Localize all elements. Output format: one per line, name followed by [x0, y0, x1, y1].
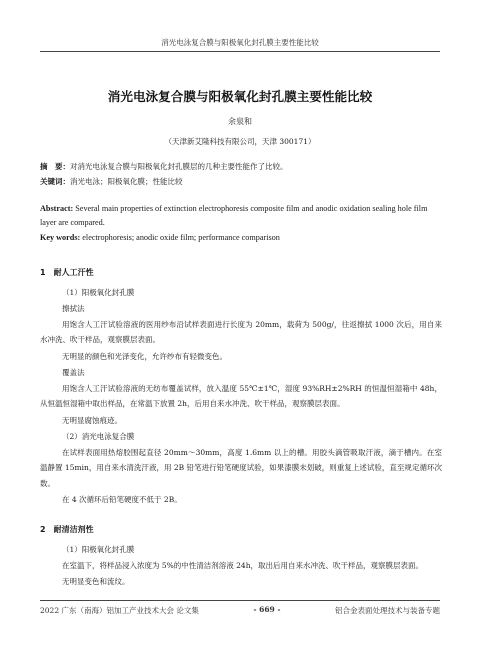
keywords-en [40, 231, 440, 245]
footer-proceedings: 2022 广东（南海）铝加工产业技术大会 论文集 [40, 606, 199, 615]
s2-result: 无明显变色和流纹。 [62, 577, 130, 586]
s1-cover-result: 无明显腐蚀痕迹。 [62, 416, 122, 425]
s2-text: 在室温下，将样品浸入浓度为 5%的中性清洁剂溶液 24h，取出后用自来水冲洗、吹干样品，观察膜层表面。 [62, 561, 424, 570]
footer-topic: 铝合金表面处理技术与装备专题 [335, 606, 440, 615]
s1-wipe-text: 用饱含人工汗试验溶液的医用纱布沿试样表面进行长度为 20mm，载荷为 500g/，往返擦拭 1000 次后，用自来水冲洗、吹干样品，观察膜层表面。 [40, 320, 442, 345]
section-2-heading: 2 耐清洁剂性 [40, 525, 94, 534]
abstract-cn [40, 160, 440, 173]
s1-method-wipe: 擦拭法 [62, 304, 85, 313]
keywords-en-text: electrophoresis; anodic oxide film; performance comparison [82, 233, 280, 242]
s1-cover-text: 用饱含人工汗试验溶液的无纺布覆盖试样，放入温度 55℃±1℃，湿度 93%RH±2%RH 的恒温恒湿箱中 48h，从恒温恒湿箱中取出样品，在常温下放置 2h，后用自来水冲洗、吹干样品，观察膜层表面。 [40, 384, 442, 409]
paper-title: 消光电泳复合膜与阳极氧化封孔膜主要性能比较 [107, 89, 373, 104]
s1-ep-result: 在 4 次循环后铅笔硬度不低于 2B。 [62, 495, 182, 504]
abstract-en [40, 202, 440, 229]
abstract-cn-text: 对消光电泳复合膜与阳极氧化封孔膜层的几种主要性能作了比较。 [70, 162, 288, 171]
author: 余泉和 [228, 117, 252, 126]
keywords-cn [40, 175, 440, 188]
s1-subhead-ep: （2）消光电泳复合膜 [62, 432, 135, 441]
keywords-cn-text: 消光电泳；阳极氧化膜；性能比较 [70, 177, 183, 186]
page-number: - 669 - [253, 605, 281, 614]
affiliation: （天津新艾隆科技有限公司，天津 300171） [164, 137, 316, 146]
abstract-en-text: Several main properties of extinction electrophoresis composite film and anodic oxidation sealing hole film layer are compared. [40, 204, 428, 227]
s2-subhead-anodic: （1）阳极氧化封孔膜 [62, 545, 135, 554]
abstract-cn-label: 摘 要： [40, 162, 70, 171]
s1-method-cover: 覆盖法 [62, 368, 85, 377]
keywords-en-label: Key words: [40, 233, 81, 242]
keywords-cn-label: 关键词： [40, 177, 70, 186]
s1-ep-text: 在试样表面用热熔胶围起直径 20mm～30mm，高度 1.6mm 以上的槽。用胶头滴管吸取汗液，滴于槽内。在室温静置 15min，用自来水清洗汗液，用 2B 铅笔进行铅笔硬度试验，如果漆膜未划破，则重复上述试验，直至规定循环次数。 [40, 448, 442, 488]
running-header: 消光电泳复合膜与阳极氧化封孔膜主要性能比较 [40, 37, 440, 52]
s1-wipe-result: 无明显的颜色和光泽变化，允许纱布有轻微变色。 [62, 352, 227, 361]
abstract-en-label: Abstract: [40, 204, 74, 213]
s1-subhead-anodic: （1）阳极氧化封孔膜 [62, 288, 135, 297]
section-1-heading: 1 耐人工汗性 [40, 268, 94, 277]
page-footer [40, 600, 440, 616]
